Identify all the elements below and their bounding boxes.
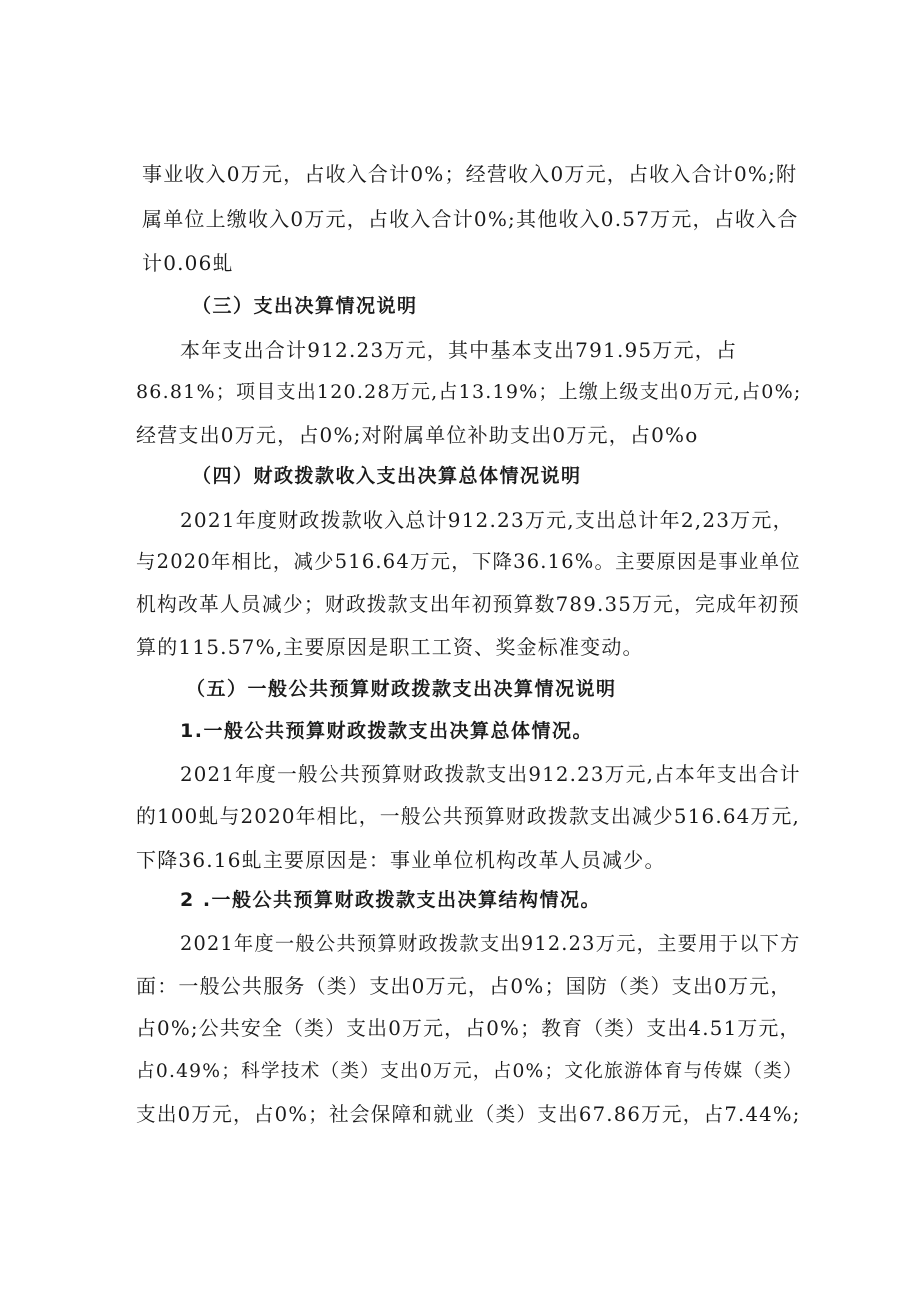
income-paragraph-line-3: 计0.06虬	[142, 251, 234, 275]
fiscal-paragraph-line-4: 算的115.57%,主要原因是职工工资、奖金标准变动。	[136, 635, 644, 659]
subsection-heading-structure: 2 .一般公共预算财政拨款支出决算结构情况。	[180, 889, 602, 911]
expense-paragraph-line-3: 经营支出0万元，占0%;对附属单位补助支出0万元，占0%o	[136, 423, 699, 447]
general-paragraph-line-1: 2021年度一般公共预算财政拨款支出912.23万元,占本年支出合计	[180, 763, 801, 786]
fiscal-paragraph-line-1: 2021年度财政拨款收入总计912.23万元,支出总计年2,23万元，	[180, 508, 794, 532]
income-paragraph-line-1: 事业收入0万元，占收入合计0%；经营收入0万元，占收入合计0%;附	[142, 162, 798, 186]
section-heading-fiscal: （四）财政拨款收入支出决算总体情况说明	[192, 465, 582, 487]
general-paragraph-line-2: 的100虬与2020年相比，一般公共预算财政拨款支出减少516.64万元,	[136, 805, 800, 828]
structure-paragraph-line-2: 面：一般公共服务（类）支出0万元，占0%；国防（类）支出0万元，	[136, 974, 792, 998]
subsection-heading-overall: 1.一般公共预算财政拨款支出决算总体情况。	[180, 720, 593, 742]
expense-paragraph-line-1: 本年支出合计912.23万元，其中基本支出791.95万元，占	[180, 338, 738, 362]
structure-paragraph-line-4: 占0.49%；科学技术（类）支出0万元，占0%；文化旅游体育与传媒（类）	[136, 1061, 803, 1082]
fiscal-paragraph-line-2: 与2020年相比，减少516.64万元，下降36.16%。主要原因是事业单位	[136, 550, 801, 573]
general-paragraph-line-3: 下降36.16虬主要原因是：事业单位机构改革人员减少。	[136, 848, 666, 872]
structure-paragraph-line-5: 支出0万元，占0%；社会保障和就业（类）支出67.86万元，占7.44%;	[136, 1103, 801, 1126]
structure-paragraph-line-1: 2021年度一般公共预算财政拨款支出912.23万元，主要用于以下方	[180, 932, 801, 955]
income-paragraph-line-2: 属单位上缴收入0万元，占收入合计0%;其他收入0.57万元，占收入合	[142, 207, 799, 231]
structure-paragraph-line-3: 占0%;公共安全（类）支出0万元，占0%；教育（类）支出4.51万元，	[136, 1017, 801, 1040]
fiscal-paragraph-line-3: 机构改革人员减少；财政拨款支出年初预算数789.35万元，完成年初预	[136, 593, 800, 616]
section-heading-expense: （三）支出决算情况说明	[192, 295, 418, 317]
expense-paragraph-line-2: 86.81%；项目支出120.28万元,占13.19%；上缴上级支出0万元,占0%;	[136, 381, 802, 403]
section-heading-general-budget: （五）一般公共预算财政拨款支出决算情况说明	[186, 678, 617, 700]
